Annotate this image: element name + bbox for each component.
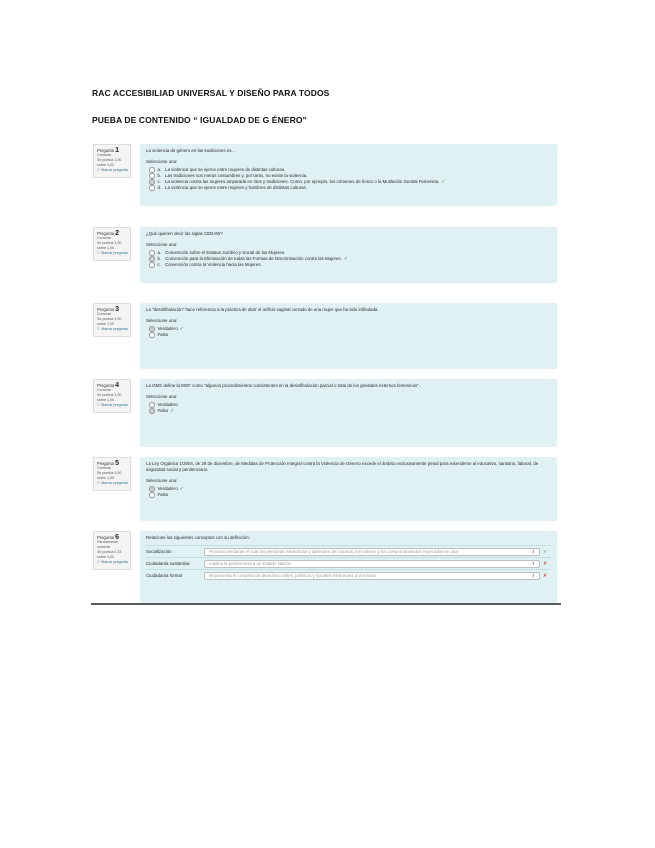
dropdown-caret-icon: ⬍ <box>531 560 535 566</box>
answer-option[interactable]: Verdadero ✓ <box>146 486 551 492</box>
answer-option[interactable]: Falso ✓ <box>146 408 551 414</box>
question-text: La "desinfibulación" hace referencia a la práctica de abrir el orificio vaginal cerrado de una mujer que ha sido infibulada. <box>146 307 379 312</box>
question-info: Pregunta 5 Correcta Se puntúa 1,00 sobre 1,00 ⚐ Marcar pregunta <box>93 457 131 491</box>
question-info: Pregunta 2 Correcta Se puntúa 1,00 sobre 1,00 ⚐ Marcar pregunta <box>93 227 131 261</box>
question-text: La violencia de género en las tradiciones es... <box>146 148 236 153</box>
radio-button[interactable] <box>149 173 155 179</box>
question-5 <box>91 457 561 521</box>
answer-prompt: Seleccione una: <box>146 242 178 247</box>
answer-prompt: Seleccione una: <box>146 394 178 399</box>
question-1 <box>91 144 561 206</box>
flag-icon: ⚐ <box>97 168 101 172</box>
flag-question-link[interactable]: ⚐ Marcar pregunta <box>97 251 128 255</box>
radio-button[interactable] <box>149 492 155 498</box>
answer-option[interactable]: b. Convención para la Eliminación de todas las Formas de Discriminación contra las Mujeres. ✓ <box>146 256 551 262</box>
radio-button[interactable] <box>149 185 155 191</box>
question-content <box>140 457 557 521</box>
check-icon: ✓ <box>543 548 548 555</box>
answer-option[interactable]: c. Convención contra la Violencia hacia las Mujeres. <box>146 262 551 268</box>
question-6 <box>91 531 561 603</box>
question-info: Pregunta 6 Parcialmente correcta Se puntúa 0,33 sobre 1,00 ⚐ Marcar pregunta <box>93 531 131 570</box>
question-text: Relacione los siguientes conceptos con su definición: <box>146 535 250 540</box>
document-subtitle: PUEBA DE CONTENIDO “ IGUALDAD DE G ÉNERO” <box>92 115 307 125</box>
question-3 <box>91 303 561 369</box>
question-text: ¿Qué quieren decir las siglas CEDAW? <box>146 231 223 236</box>
match-row <box>146 545 551 557</box>
question-4 <box>91 379 561 447</box>
question-content <box>140 227 557 283</box>
match-term: Ciudadanía sustantiva <box>146 561 190 566</box>
flag-icon: ⚐ <box>97 481 101 485</box>
answer-option[interactable]: Falso <box>146 332 551 338</box>
match-row <box>146 569 551 581</box>
document-title: RAC ACCESIBILIAD UNIVERSAL Y DISEÑO PARA TODOS <box>92 88 330 98</box>
radio-button[interactable] <box>149 402 155 408</box>
flag-question-link[interactable]: ⚐ Marcar pregunta <box>97 403 128 407</box>
radio-button-selected[interactable] <box>149 179 155 185</box>
flag-question-link[interactable]: ⚐ Marcar pregunta <box>97 481 128 485</box>
question-content <box>140 144 557 206</box>
match-term: Socialización <box>146 549 172 554</box>
quiz-screenshot <box>91 138 561 606</box>
flag-icon: ⚐ <box>97 403 101 407</box>
check-icon: ✓ <box>179 326 184 332</box>
answer-option[interactable]: a. Convención sobre el Estatus Jurídico y Social de las Mujeres. <box>146 250 551 256</box>
dropdown-caret-icon: ⬍ <box>531 548 535 554</box>
question-info: Pregunta 4 Correcta Se puntúa 1,00 sobre 1,00 ⚐ Marcar pregunta <box>93 379 131 413</box>
radio-button[interactable] <box>149 250 155 256</box>
match-term: Ciudadanía formal <box>146 573 182 578</box>
flag-icon: ⚐ <box>97 327 101 331</box>
check-icon: ✓ <box>179 486 184 492</box>
answer-option[interactable]: a. La violencia que se ejerce entre mujeres de distintas culturas. <box>146 167 551 173</box>
answer-prompt: Seleccione una: <box>146 478 178 483</box>
answer-prompt: Seleccione una: <box>146 318 178 323</box>
dropdown-caret-icon: ⬍ <box>531 572 535 578</box>
radio-button-selected[interactable] <box>149 326 155 332</box>
question-text: La OMS define la MGF como "algunos procedimientos consistentes en la desinfibulación parcial o total de los genitales externos femeninos". <box>146 383 421 388</box>
answer-option[interactable]: b. Las tradiciones son meras costumbres y, por tanto, no existe la violencia. <box>146 173 551 179</box>
radio-button-selected[interactable] <box>149 486 155 492</box>
match-select[interactable]: Implica la pertenencia a un Estado Nación ⬍ <box>204 560 540 568</box>
question-content <box>140 303 557 369</box>
question-info: Pregunta 1 Correcta Se puntúa 1,00 sobre 1,00 ⚐ Marcar pregunta <box>93 144 131 178</box>
radio-button[interactable] <box>149 167 155 173</box>
answer-option[interactable]: Falso <box>146 492 551 498</box>
question-text: La Ley Orgánica 1/2004, de 28 de diciembre, de Medidas de Protección Integral contra la Violencia de Género excede el ámbito exclusivamente penal para extenderse al educativo, sanitario, laboral, de seguridad social y penitenciario. <box>146 461 539 472</box>
check-icon: ✓ <box>441 179 446 185</box>
answer-option[interactable]: Verdadero <box>146 402 551 408</box>
flag-icon: ⚐ <box>97 560 101 564</box>
radio-button[interactable] <box>149 332 155 338</box>
radio-button-selected[interactable] <box>149 256 155 262</box>
screenshot-bottom-border <box>91 603 561 605</box>
flag-question-link[interactable]: ⚐ Marcar pregunta <box>97 327 128 331</box>
flag-question-link[interactable]: ⚐ Marcar pregunta <box>97 560 128 564</box>
question-info: Pregunta 3 Correcta Se puntúa 1,00 sobre 1,00 ⚐ Marcar pregunta <box>93 303 131 337</box>
cross-icon: ✗ <box>543 572 548 579</box>
answer-option[interactable]: c. La violencia contra las mujeres amparada en ritos y tradiciones. Como, por ejemplo, los crímenes de honor o la Mutilación Genital Femenina. ✓ <box>146 179 551 185</box>
question-content <box>140 531 557 603</box>
flag-question-link[interactable]: ⚐ Marcar pregunta <box>97 168 128 172</box>
question-content <box>140 379 557 447</box>
match-row <box>146 557 551 569</box>
answer-prompt: Seleccione una: <box>146 159 178 164</box>
answer-option[interactable]: Verdadero ✓ <box>146 326 551 332</box>
answer-option[interactable]: d. La violencia que se ejerce entre mujeres y hombres de distintas culturas. <box>146 185 551 191</box>
check-icon: ✓ <box>343 256 349 262</box>
radio-button[interactable] <box>149 262 155 268</box>
question-2 <box>91 227 561 283</box>
radio-button-selected[interactable] <box>149 408 155 414</box>
cross-icon: ✗ <box>543 560 548 567</box>
flag-icon: ⚐ <box>97 251 101 255</box>
match-select[interactable]: Proceso mediante el cual las personas interiorizan y aprenden las normas, los valores y los comportamientos esperados en una ⬍ <box>204 548 540 556</box>
match-select[interactable]: Representa el conjunto de derechos civiles, políticos y sociales inherentes a la misma ⬍ <box>204 572 540 580</box>
check-icon: ✓ <box>170 408 175 414</box>
